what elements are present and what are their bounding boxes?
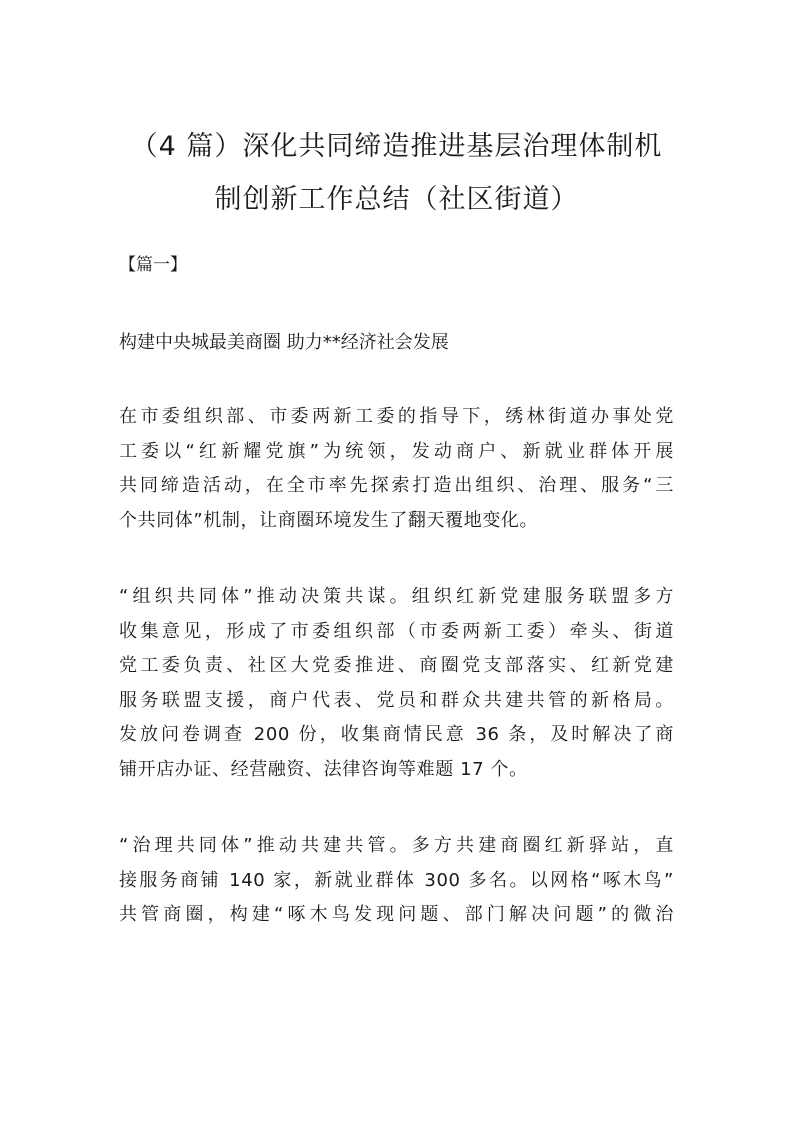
paragraph-line: “治理共同体”推动共建共管。多方共建商圈红新驿站，直	[119, 835, 674, 856]
paragraph-line: 服务联盟支援，商户代表、党员和群众共建共管的新格局。	[119, 689, 674, 711]
document-title	[119, 120, 674, 226]
paragraph-line: 收集意见，形成了市委组织部（市委两新工委）牵头、街道	[119, 620, 674, 642]
section-mark: 【篇一】	[119, 255, 187, 275]
paragraph-line: 在市委组织部、市委两新工委的指导下，绣林街道办事处党	[119, 406, 674, 427]
paragraph-3	[119, 829, 674, 933]
paragraph-line: 工委以“红新耀党旗”为统领，发动商户、新就业群体开展	[119, 440, 674, 462]
article-subtitle: 构建中央城最美商圈 助力**经济社会发展	[119, 332, 449, 353]
paragraph-line: 党工委负责、社区大党委推进、商圈党支部落实、红新党建	[119, 655, 674, 676]
paragraph-1	[119, 400, 674, 538]
paragraph-line: “组织共同体”推动决策共谋。组织红新党建服务联盟多方	[119, 586, 674, 607]
paragraph-line: 共同缔造活动，在全市率先探索打造出组织、治理、服务“三	[119, 475, 674, 496]
paragraph-line: 接服务商铺 140 家，新就业群体 300 多名。以网格“啄木鸟”	[119, 869, 674, 891]
paragraph-line: 个共同体”机制，让商圈环境发生了翻天覆地变化。	[119, 509, 539, 531]
paragraph-line: 发放问卷调查 200 份，收集商情民意 36 条，及时解决了商	[119, 724, 674, 745]
paragraph-2	[119, 580, 674, 787]
title-line-2: 制创新工作总结（社区街道）	[214, 184, 579, 215]
paragraph-line: 铺开店办证、经营融资、法律咨询等难题 17 个。	[119, 758, 528, 780]
paragraph-line: 共管商圈，构建“啄木鸟发现问题、部门解决问题”的微治	[119, 904, 674, 925]
title-line-1: （4 篇）深化共同缔造推进基层治理体制机	[130, 131, 663, 162]
